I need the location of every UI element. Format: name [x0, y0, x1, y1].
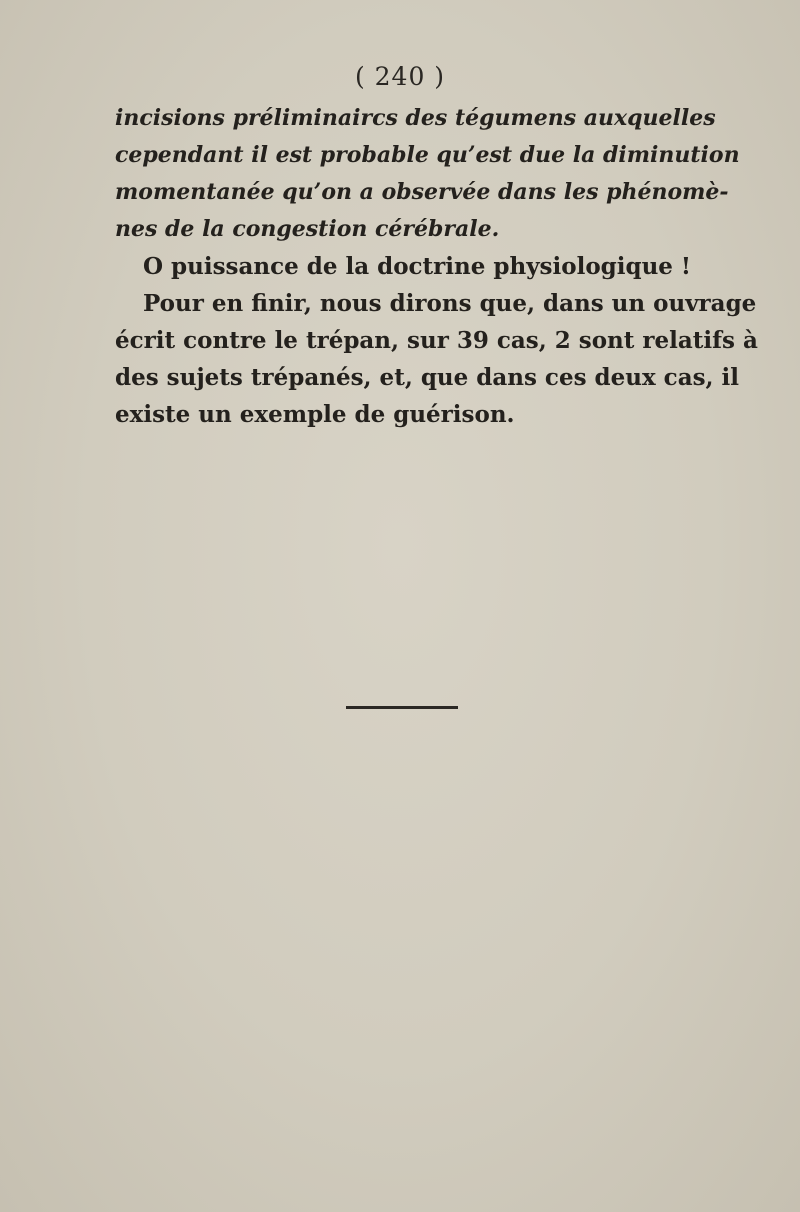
paragraph-3-line-1: Pour en finir, nous dirons que, dans un ouvrage — [143, 290, 757, 317]
section-end-rule — [346, 706, 458, 709]
paragraph-3-line-3: des sujets trépanés, et, que dans ces deux cas, il — [115, 364, 740, 391]
paragraph-3-line-2: écrit contre le trépan, sur 39 cas, 2 sont relatifs à — [115, 327, 758, 354]
italic-line-2: cependant il est probable qu’est due la diminution — [115, 142, 740, 168]
italic-line-1: incisions préliminaircs des tégumens auxquelles — [115, 105, 716, 131]
body-text — [115, 100, 758, 433]
italic-line-3: momentanée qu’on a observée dans les phénomè- — [115, 179, 729, 205]
paragraph-exclamation: O puissance de la doctrine physiologique ! — [143, 253, 692, 280]
page-number: ( 240 ) — [354, 62, 446, 91]
paragraph-3-line-4: existe un exemple de guérison. — [115, 401, 515, 428]
italic-line-4: nes de la congestion cérébrale. — [115, 216, 500, 242]
